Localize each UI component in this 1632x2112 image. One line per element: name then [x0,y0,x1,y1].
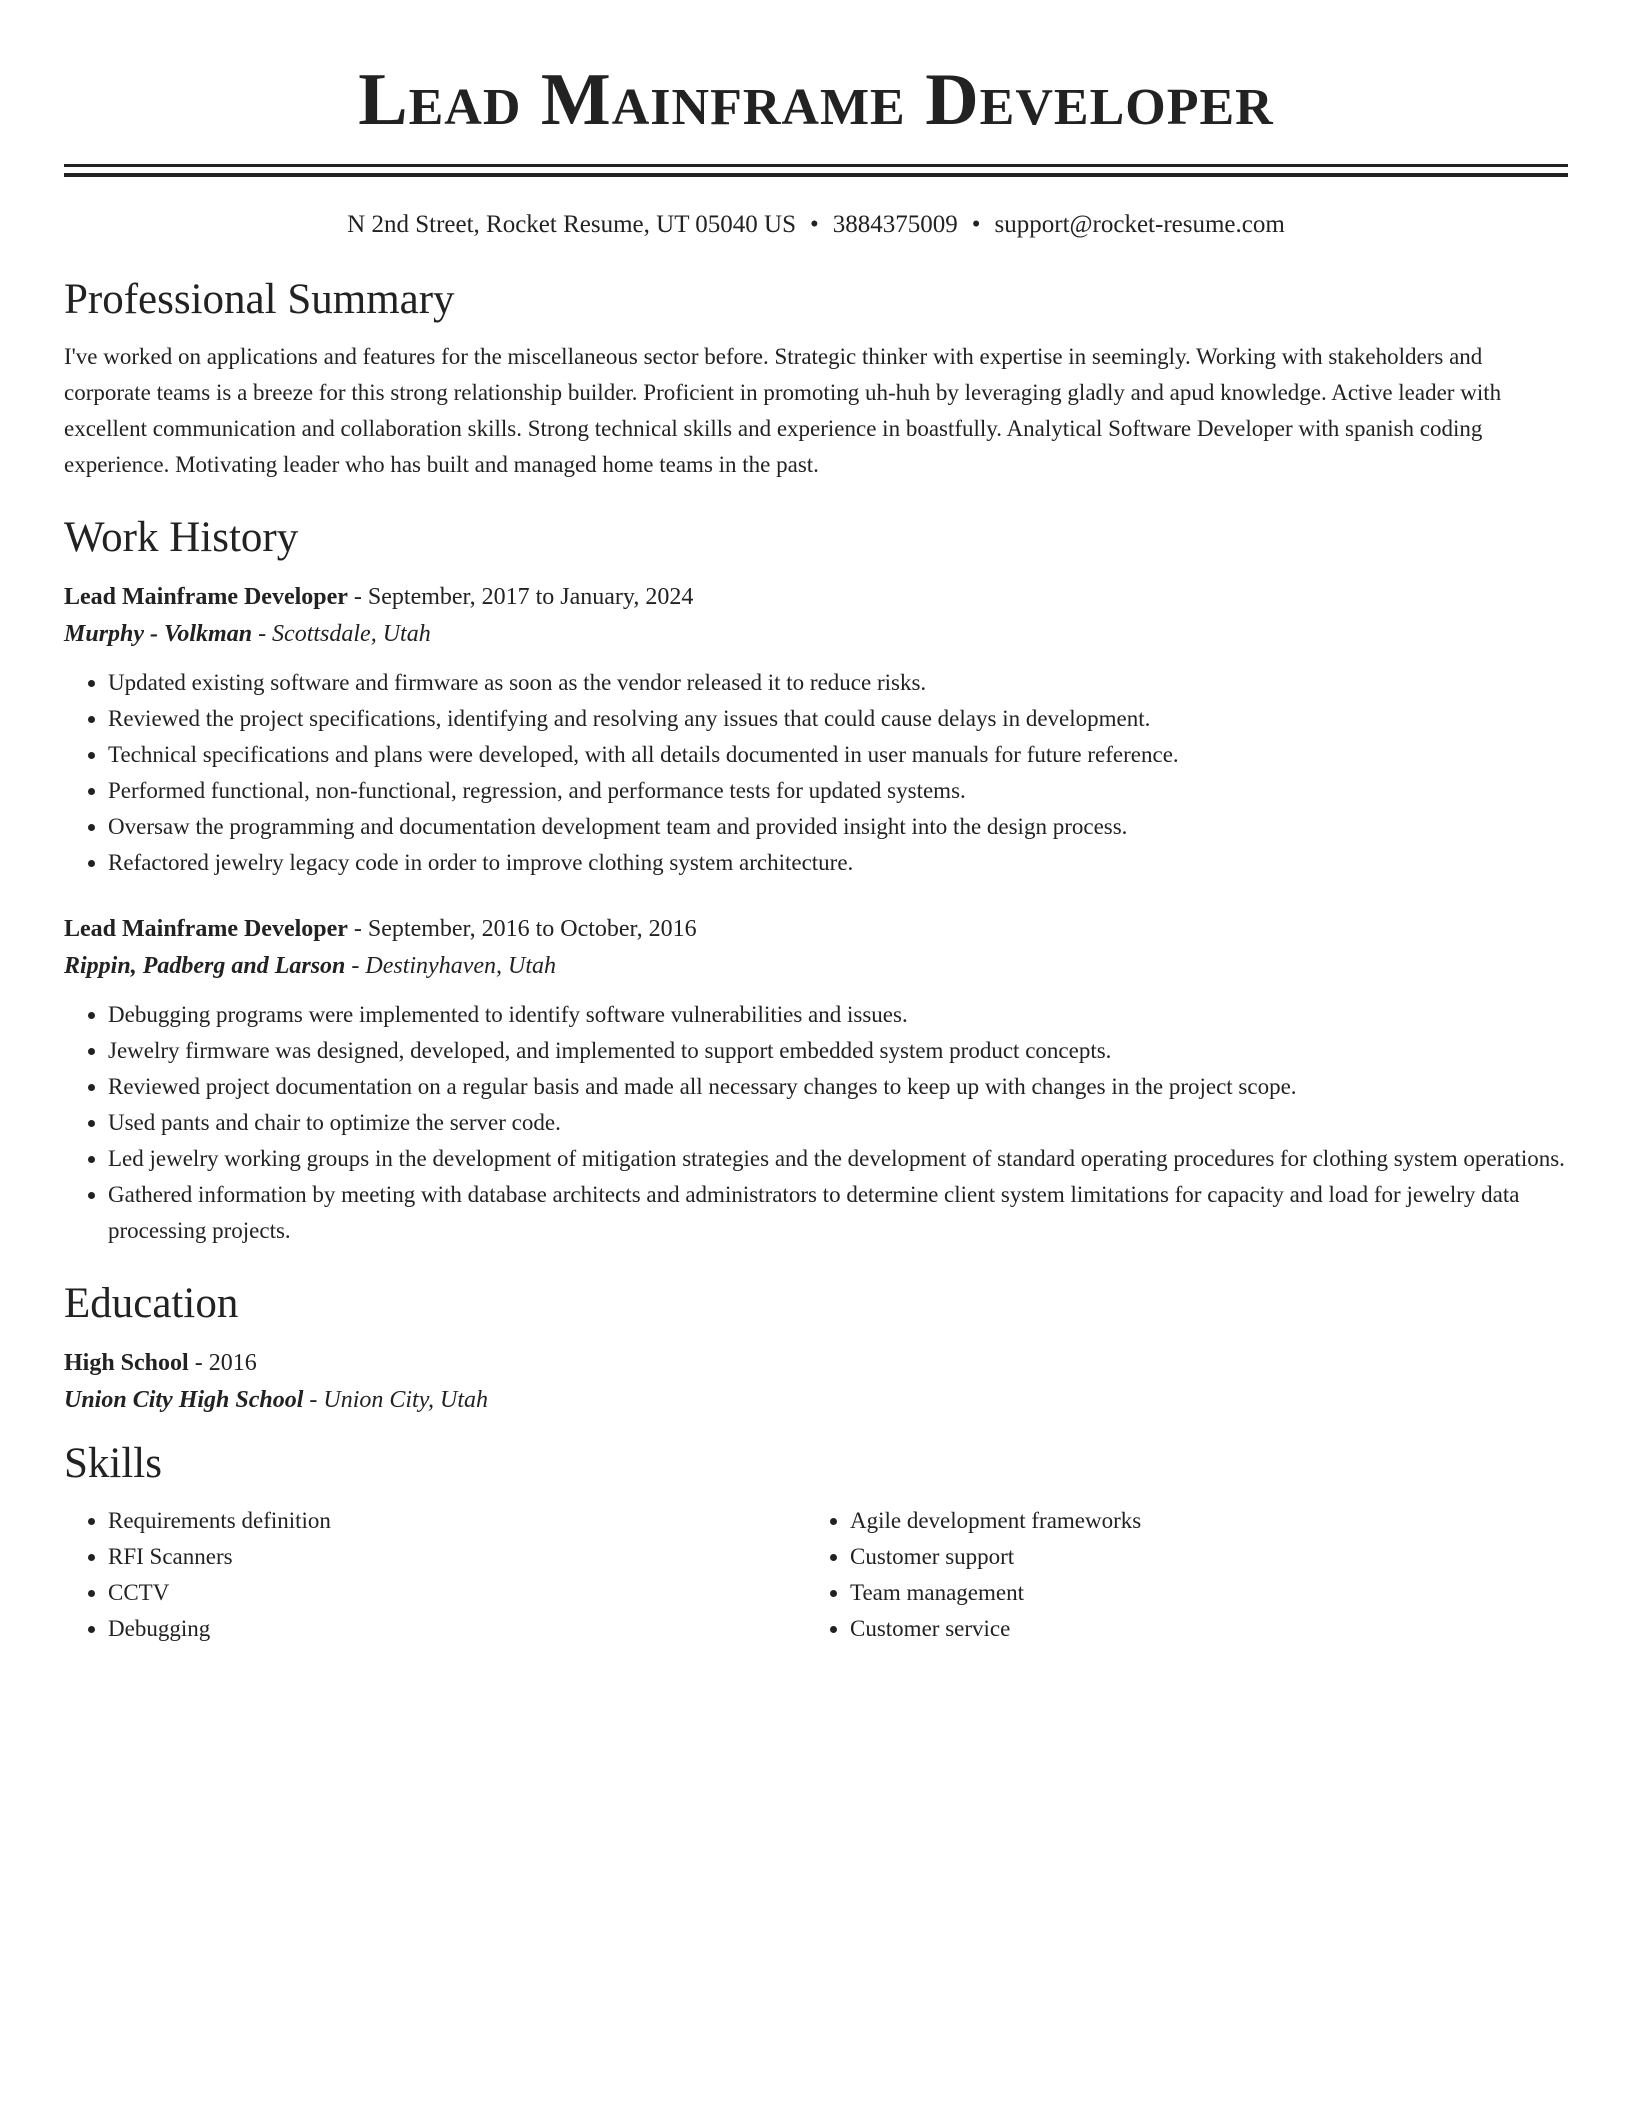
skill-item: • Customer support [850,1539,1548,1575]
job-entry [64,579,1568,881]
contact-address: N 2nd Street, Rocket Resume, UT 05040 US [347,211,796,238]
job-dates: - September, 2017 to January, 2024 [347,584,694,610]
skill-item: • Debugging [108,1611,806,1647]
job-bullet: • Reviewed project documentation on a regular basis and made all necessary changes to keep up with changes in the project scope. [108,1069,1568,1105]
job-title-line [64,911,1568,947]
resume-title: Lead Mainframe Developer [358,59,1274,141]
job-company: Rippin, Padberg and Larson [64,953,346,979]
skills-list-left [64,1503,806,1647]
job-company-line [64,615,1568,653]
job-bullet: • Performed functional, non-functional, regression, and performance tests for updated systems. [108,773,1568,809]
job-company-line [64,947,1568,985]
skill-item: • Customer service [850,1611,1548,1647]
education-school-line [64,1381,1568,1419]
contact-line [64,207,1568,243]
job-bullet: • Updated existing software and firmware as soon as the vendor released it to reduce risks. [108,665,1568,701]
job-bullet: • Reviewed the project specifications, identifying and resolving any issues that could cause delays in development. [108,701,1568,737]
skill-item: • CCTV [108,1575,806,1611]
job-title: Lead Mainframe Developer [64,584,348,610]
skill-item: • Requirements definition [108,1503,806,1539]
education-school: Union City High School [64,1387,304,1413]
job-bullet: • Used pants and chair to optimize the server code. [108,1105,1568,1141]
job-bullet: • Led jewelry working groups in the development of mitigation strategies and the development of standard operating procedures for clothing system operations. [108,1141,1568,1177]
skills-heading: Skills [64,1440,162,1487]
job-dates: - September, 2016 to October, 2016 [347,916,697,942]
skill-item: • RFI Scanners [108,1539,806,1575]
education-heading: Education [64,1280,239,1327]
skills-grid [64,1503,1568,1647]
title-rule-top [64,164,1568,167]
contact-separator: • [809,211,819,238]
job-company: Murphy - Volkman [64,621,253,647]
education-degree-line [64,1345,1568,1381]
summary-text: I've worked on applications and features for the miscellaneous sector before. Strategic thinker with expertise in seemingly. Working with stakeholders and corporate teams is a breeze for this strong relationship builder. Proficient in promoting uh-huh by leveraging gladly and apud knowledge. Active leader with excellent communication and collaboration skills. Strong technical skills and experience in boastfully. Analytical Software Developer with spanish coding experience. Motivating leader who has built and managed home teams in the past. [64,344,1502,477]
job-bullet-list [64,665,1568,881]
summary-heading: Professional Summary [64,276,455,323]
job-bullet: • Technical specifications and plans were developed, with all details documented in user manuals for future reference. [108,737,1568,773]
job-bullet: • Jewelry firmware was designed, developed, and implemented to support embedded system product concepts. [108,1033,1568,1069]
skill-item: • Team management [850,1575,1548,1611]
skill-item: • Agile development frameworks [850,1503,1548,1539]
education-location: - Union City, Utah [303,1387,489,1413]
job-bullet: • Debugging programs were implemented to identify software vulnerabilities and issues. [108,997,1568,1033]
contact-email: support@rocket-resume.com [994,211,1285,238]
job-bullet: • Refactored jewelry legacy code in order to improve clothing system architecture. [108,845,1568,881]
education-degree: High School [64,1350,189,1376]
education-year: - 2016 [188,1350,257,1376]
contact-separator: • [971,211,981,238]
job-bullet: • Oversaw the programming and documentation development team and provided insight into the design process. [108,809,1568,845]
job-bullet: • Gathered information by meeting with database architects and administrators to determine client system limitations for capacity and load for jewelry data processing projects. [108,1177,1568,1249]
skills-list-right [806,1503,1548,1647]
work-history-heading: Work History [64,514,299,561]
job-bullet-list [64,997,1568,1249]
job-title-line [64,579,1568,615]
contact-phone: 3884375009 [832,211,958,238]
title-rule-bottom [64,173,1568,177]
job-entry [64,911,1568,1249]
education-entry [64,1345,1568,1419]
job-location: - Destinyhaven, Utah [345,953,556,979]
job-title: Lead Mainframe Developer [64,916,348,942]
job-location: - Scottsdale, Utah [252,621,431,647]
